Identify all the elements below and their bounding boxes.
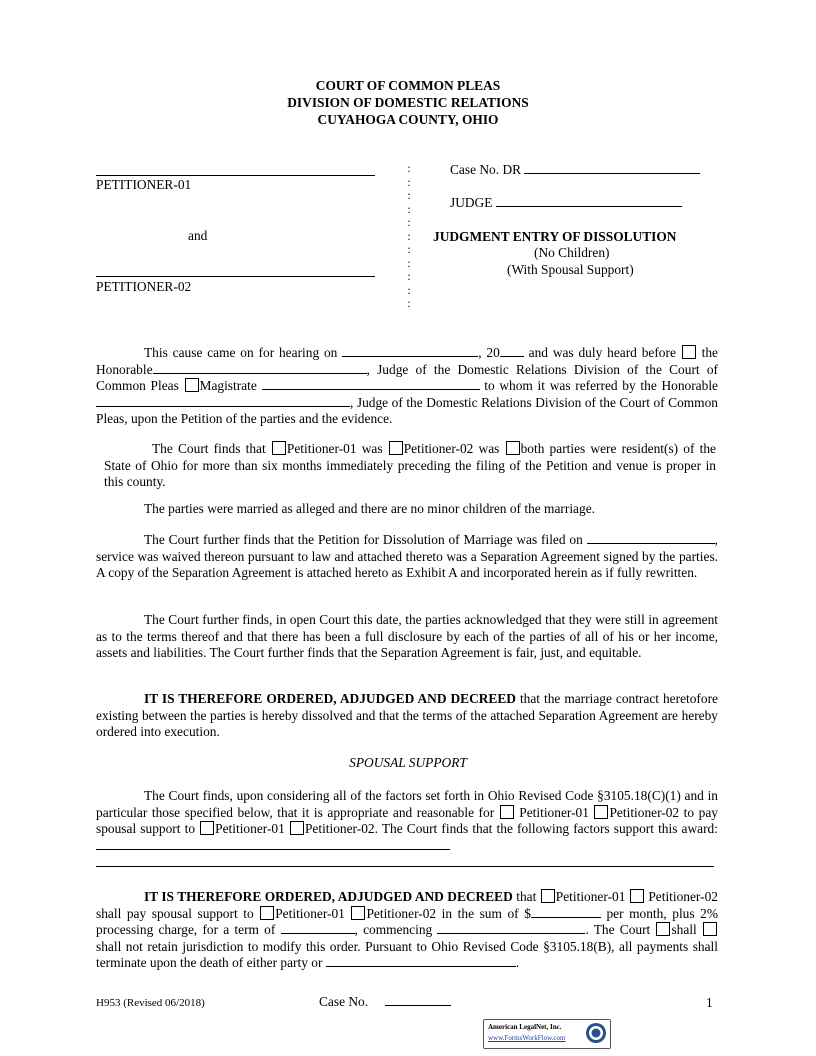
petitioner2-resident-checkbox[interactable] [389,441,403,455]
text: . The Court [585,922,651,938]
text: Petitioner-01 was [286,441,383,456]
magistrate-checkbox[interactable] [185,378,199,392]
honorable-judge-blank[interactable] [153,362,367,374]
subtitle-spousal-support: (With Spousal Support) [507,262,634,277]
text: Petitioner-02 in the sum of $ [366,905,531,921]
order-payee-petitioner2-checkbox[interactable] [351,906,365,920]
payer-petitioner2-checkbox[interactable] [594,805,608,819]
page-number: 1 [706,995,713,1010]
text: Petitioner-02 to pay spousal support to [96,804,718,837]
text: The Court finds, upon considering all of the factors set forth in Ohio Revised Code §3105.18(C)(1) and in particular those specified below, that it is appropriate and reasonable for [96,788,718,820]
petitioner1-signature-line [96,175,375,176]
judge-checkbox[interactable] [682,345,696,359]
text: Petitioner-02. The Court finds that the following factors support this award: [304,821,718,837]
retain-jurisdiction-checkbox[interactable] [656,922,670,936]
termination-condition-blank[interactable] [326,955,516,967]
text: to whom it was referred by the Honorable [484,378,718,394]
commencing-date-blank[interactable] [437,922,585,934]
logo-company-name: American LegalNet, Inc. [488,1023,562,1031]
hearing-paragraph [96,345,718,428]
payer-petitioner1-checkbox[interactable] [500,805,514,819]
factors-blank-2[interactable] [96,866,714,867]
text: the Honorable [96,345,718,377]
footer-case-number-blank[interactable] [385,994,451,1006]
referring-judge-blank[interactable] [96,395,350,407]
caption-colon-divider: : : : : : : : : : : : [407,161,411,310]
order-heading: IT IS THEREFORE ORDERED, ADJUDGED AND DECREED [144,889,513,904]
text: Petitioner-01 [215,821,285,837]
both-resident-checkbox[interactable] [506,441,520,455]
spousal-support-findings-paragraph [96,788,718,854]
judge-blank[interactable] [496,195,682,207]
form-id: H953 (Revised 06/2018) [96,997,205,1009]
order-payer-petitioner1-checkbox[interactable] [541,889,555,903]
and-label: and [188,228,208,243]
subtitle-no-children: (No Children) [534,245,610,260]
text: Petitioner-02 shall pay spousal support to [96,889,718,921]
text: that the marriage contract heretofore existing between the parties is hereby dissolved and that the terms of the attached Separation Agreement are hereby ordered into execution. [96,691,718,740]
order-payer-petitioner2-checkbox[interactable] [630,889,644,903]
court-name: COURT OF COMMON PLEAS [315,78,501,93]
text: Petitioner-01 [275,905,345,921]
judge-label: JUDGE [450,195,493,210]
text: , commencing [354,922,433,938]
case-number-field [450,162,700,178]
american-legalnet-logo [483,1019,611,1049]
dissolution-order-paragraph [96,691,718,741]
judge-field [450,195,682,211]
text: Petitioner-01 [555,889,626,904]
payee-petitioner1-checkbox[interactable] [200,821,214,835]
logo-website-link[interactable]: www.FormsWorkFlow.com [488,1034,566,1042]
logo-emblem-icon [585,1022,607,1044]
text: . [515,955,520,971]
text: shall not retain jurisdiction to modify this order. Pursuant to Ohio Revised Code §3105.18(B), all payments shall terminate upon the death of either party or [96,938,718,971]
petition-filed-paragraph [96,532,718,582]
petitioner2-signature-line [96,276,375,277]
text: , Judge of the Domestic Relations Division of the Court of Common Pleas [96,361,718,394]
hearing-year-blank[interactable] [500,345,524,357]
petitioner1-label: PETITIONER-01 [96,177,192,192]
text: shall [671,922,697,938]
spousal-support-heading: SPOUSAL SUPPORT [349,755,467,770]
spousal-support-order-paragraph [96,889,718,972]
support-term-blank[interactable] [281,922,355,934]
payee-petitioner2-checkbox[interactable] [290,821,304,835]
text: per month, plus 2% processing charge, for a term of [96,905,719,938]
text: , service was waived thereon pursuant to law and attached thereto was a Separation Agreement signed by the parties. A copy of the Separation Agreement is attached hereto as Exhibit A and incorporated herein as if fully rewritten. [96,532,718,581]
residency-paragraph [104,441,716,491]
text: , 20 [478,345,500,360]
order-payee-petitioner1-checkbox[interactable] [260,906,274,920]
county-name: CUYAHOGA COUNTY, OHIO [317,112,499,127]
text: This cause came on for hearing on [144,345,338,360]
disclosure-paragraph: The Court further finds, in open Court this date, the parties acknowledged that they were still in agreement as to the terms thereof and that there has been a full disclosure by each of the parties of all of his or her income, assets and liabilities. The Court further finds that the Separation Agreement is fair, just, and equitable. [96,612,718,661]
case-number-label: Case No. DR [450,162,522,177]
text: and was duly heard before [528,345,676,360]
text: The Court further finds that the Petition for Dissolution of Marriage was filed on [144,532,583,547]
text: Petitioner-01 [519,804,589,820]
text: Magistrate [199,378,257,394]
text: , Judge of the Domestic Relations Division of the Court of Common Pleas, upon the Petition of the parties and the evidence. [96,394,718,427]
case-number-blank[interactable] [524,162,700,174]
not-retain-jurisdiction-checkbox[interactable] [703,922,717,936]
magistrate-name-blank[interactable] [262,378,480,390]
factors-blank-1[interactable] [96,838,450,850]
petitioner2-label: PETITIONER-02 [96,279,192,294]
petitioner1-resident-checkbox[interactable] [272,441,286,455]
text: both parties were resident(s) of the State of Ohio for more than six months immediately preceding the filing of the Petition and venue is proper in this county. [104,441,716,490]
order-heading: IT IS THEREFORE ORDERED, ADJUDGED AND DECREED [144,691,516,706]
petition-filed-date-blank[interactable] [587,532,715,544]
marriage-paragraph: The parties were married as alleged and there are no minor children of the marriage. [144,501,595,516]
footer-case-number-label: Case No. [319,994,369,1009]
footer-case-number [319,994,451,1010]
support-amount-blank[interactable] [531,906,601,918]
hearing-date-blank[interactable] [342,345,478,357]
text: Petitioner-02 was [403,441,500,456]
division-name: DIVISION OF DOMESTIC RELATIONS [287,95,529,110]
document-title: JUDGMENT ENTRY OF DISSOLUTION [433,229,677,244]
text: The Court finds that [152,441,266,456]
text: that [516,889,537,904]
